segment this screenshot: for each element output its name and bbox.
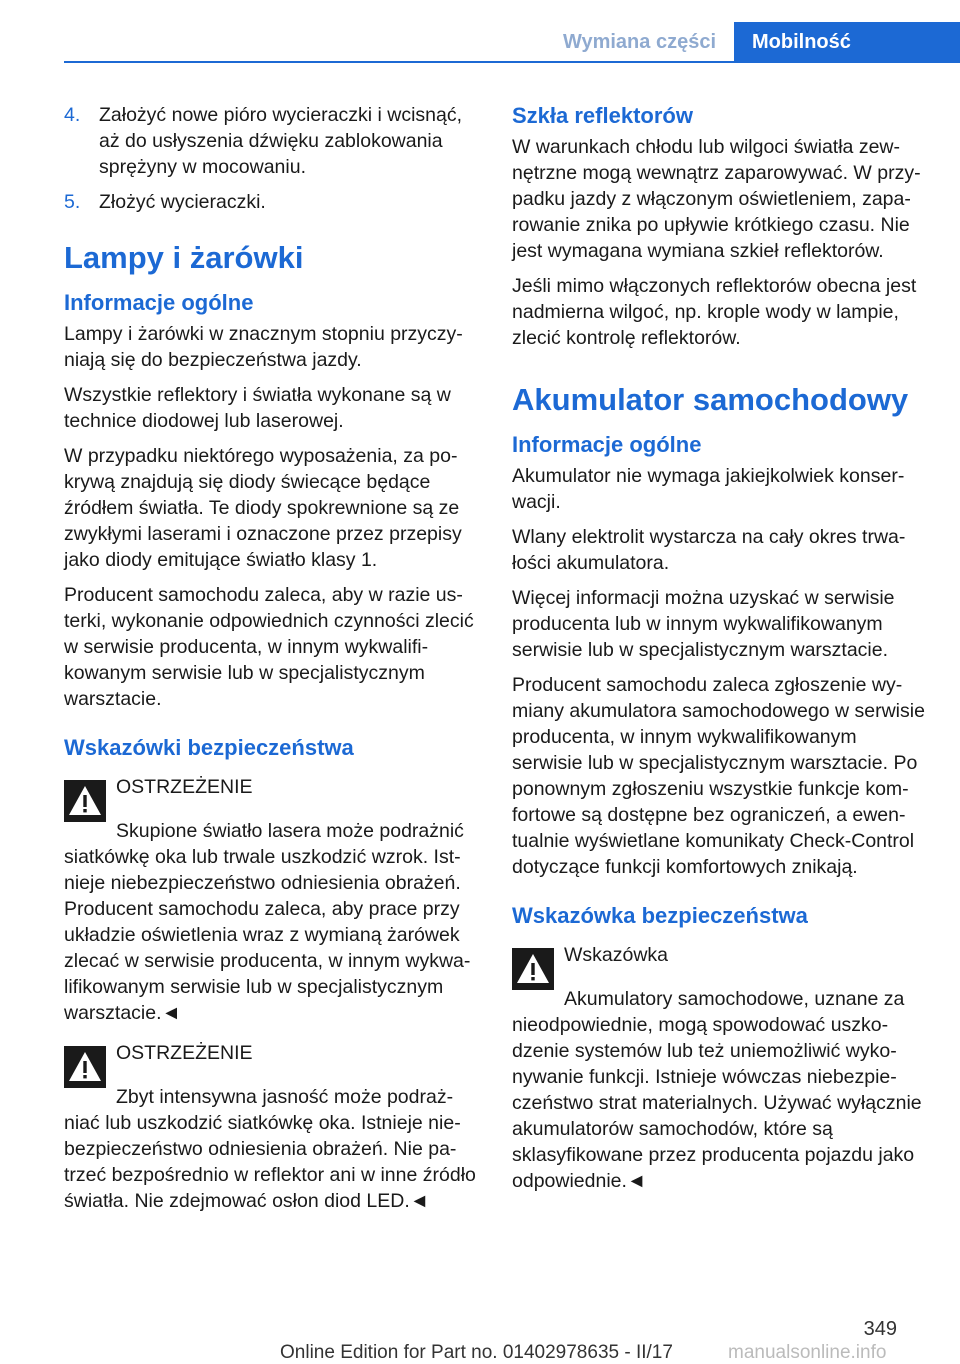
header-tabs bbox=[545, 22, 960, 62]
warning-block bbox=[512, 942, 932, 1194]
subsection-title-general: Informacje ogólne bbox=[64, 290, 254, 315]
paragraph: Lampy i żarówki w znacznym stopniu przyczyniają się do bezpieczeństwa jazdy. bbox=[64, 323, 463, 371]
warning-label: OSTRZEŻENIE bbox=[116, 776, 253, 798]
subsection-title-glass: Szkła reflektorów bbox=[512, 103, 693, 128]
paragraph: Wszystkie reflektory i światła wykonane są w technice diodowej lub laserowej. bbox=[64, 384, 451, 432]
left-column bbox=[64, 102, 479, 1228]
warning-triangle-icon bbox=[64, 1046, 106, 1088]
paragraph: Producent samochodu zaleca zgłoszenie wymiany akumulatora samochodowego w serwisie producenta, w innym wykwalifikowanym serwisie lub w specjalistycznym warsztacie. Po ponownym zgłoszeniu wszystkie funkcje komfortowe są dostępne bez ograniczeń, a ewentualnie wyświetlane komunikaty Check-Control dotyczące funkcji komfortowych znikają. bbox=[512, 674, 925, 878]
paragraph: Producent samochodu zaleca, aby w razie usterki, wykonanie odpowiednich czynności zlecić w serwisie producenta, w innym wykwalifikowanym serwisie lub w specjalistycznym warsztacie. bbox=[64, 584, 474, 710]
watermark: manualsonline.info bbox=[728, 1342, 887, 1363]
paragraph: W przypadku niektórego wyposażenia, za pokrywą znajdują się diody świecące będące źródłem światła. Te diody spokrewnione są ze zwykłymi laserami i oznaczone przez przepisy jako diody emitujące światło klasy 1. bbox=[64, 445, 462, 571]
step-text: Założyć nowe pióro wycieraczki i wcisnąć, aż do usłyszenia dźwięku zablokowania sprężyny w mocowaniu. bbox=[99, 104, 463, 178]
section-title-lamps: Lampy i żarówki bbox=[64, 240, 304, 275]
subsection-title-safety: Wskazówki bezpieczeństwa bbox=[64, 735, 354, 760]
warning-block bbox=[64, 1040, 479, 1214]
warning-triangle-icon bbox=[64, 780, 106, 822]
section-title-battery: Akumulator samochodowy bbox=[512, 382, 909, 417]
tab-section[interactable]: Wymiana części bbox=[562, 30, 716, 53]
paragraph: Wlany elektrolit wystarcza na cały okres trwałości akumulatora. bbox=[512, 526, 906, 574]
tab-chapter[interactable]: Mobilność bbox=[734, 22, 960, 62]
step-text: Złożyć wycieraczki. bbox=[99, 191, 266, 213]
edition-note: Online Edition for Part no. 01402978635 - II/17 bbox=[280, 1342, 673, 1363]
paragraph: Akumulator nie wymaga jakiejkolwiek konserwacji. bbox=[512, 465, 905, 513]
step-item bbox=[64, 102, 479, 180]
paragraph: Jeśli mimo włączonych reflektorów obecna jest nadmierna wilgoć, np. krople wody w lampie, zlecić kontrolę reflektorów. bbox=[512, 275, 917, 349]
header-divider bbox=[64, 61, 960, 63]
subsection-title-safety: Wskazówka bezpieczeństwa bbox=[512, 903, 808, 928]
warning-text: Skupione światło lasera może podrażnić siatkówkę oka lub trwale uszkodzić wzrok. Istnieje niebezpieczeństwo odniesienia obrażeń. Producent samochodu zaleca, aby prace przy układzie oświetlenia wraz z wymianą żarówek zlecać w serwisie producenta, w innym wykwalifikowanym serwisie lub w specjalistycznym warsztacie.◄ bbox=[64, 820, 471, 1024]
warning-text: Zbyt intensywna jasność może podrażniać lub uszkodzić siatkówkę oka. Istnieje niebezpieczeństwo odniesienia obrażeń. Nie patrzeć bezpośrednio w reflektor ani w inne źródło światła. Nie zdejmować osłon diod LED.◄ bbox=[64, 1086, 476, 1212]
right-column bbox=[512, 102, 932, 1208]
paragraph: W warunkach chłodu lub wilgoci światła zewnętrzne mogą wewnątrz zaparowywać. W przypadku jazdy z włączonym oświetleniem, zaparowanie znika po upływie krótkiego czasu. Nie jest wymagana wymiana szkieł reflektorów. bbox=[512, 136, 921, 262]
warning-label: Wskazówka bbox=[564, 944, 669, 966]
step-number: 5. bbox=[64, 191, 81, 213]
warning-block bbox=[64, 774, 479, 1026]
warning-text: Akumulatory samochodowe, uznane za nieodpowiednie, mogą spowodować uszkodzenie systemów lub też uniemożliwić wykonywanie funkcji. Istnieje wówczas niebezpieczeństwo strat materialnych. Używać wyłącznie akumulatorów samochodów, które są sklasyfikowane przez producenta pojazdu jako odpowiednie.◄ bbox=[512, 988, 922, 1192]
warning-label: OSTRZEŻENIE bbox=[116, 1042, 253, 1064]
page-number: 349 bbox=[863, 1318, 897, 1340]
warning-triangle-icon bbox=[512, 948, 554, 990]
step-item bbox=[64, 189, 479, 215]
subsection-title-general: Informacje ogólne bbox=[512, 432, 702, 457]
step-number: 4. bbox=[64, 104, 81, 126]
paragraph: Więcej informacji można uzyskać w serwisie producenta lub w innym wykwalifikowanym serwisie lub w specjalistycznym warsztacie. bbox=[512, 587, 895, 661]
